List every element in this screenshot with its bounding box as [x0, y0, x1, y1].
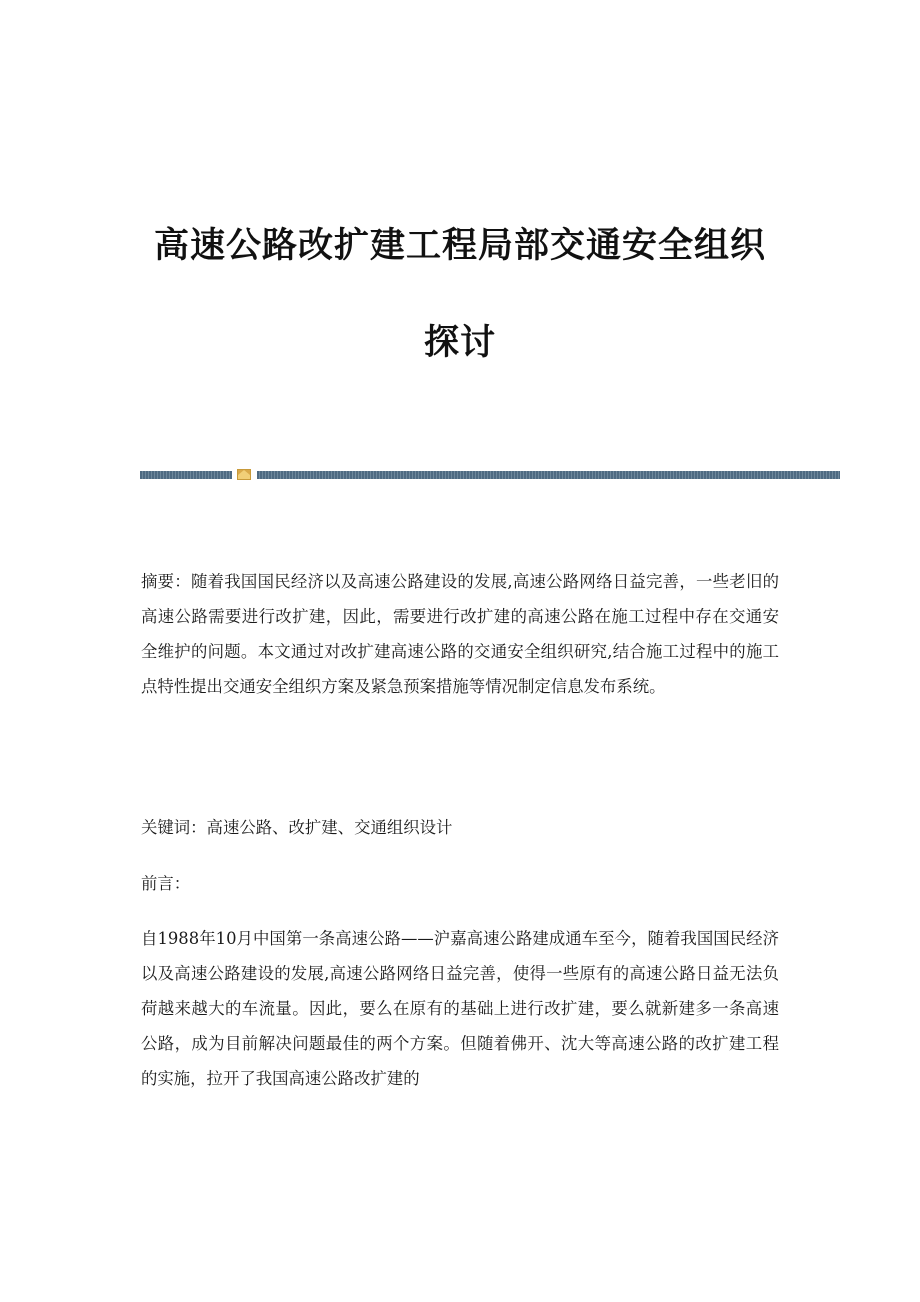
preface-heading: 前言：	[141, 874, 191, 893]
abstract-paragraph: 摘要：随着我国国民经济以及高速公路建设的发展,高速公路网络日益完善，一些老旧的高速公路需要进行改扩建，因此，需要进行改扩建的高速公路在施工过程中存在交通安全维护的问题。本文通过对改扩建高速公路的交通安全组织研究,结合施工过程中的施工点特性提出交通安全组织方案及紧急预案措施等情况制定信息发布系统。	[141, 572, 779, 696]
keywords-line: 关键词：高速公路、改扩建、交通组织设计	[141, 818, 453, 837]
divider-bar-right	[257, 471, 840, 479]
document-title-line-1: 高速公路改扩建工程局部交通安全组织	[153, 226, 766, 266]
title-divider	[140, 471, 840, 479]
divider-bar-left	[140, 471, 232, 479]
document-title-line-2: 探讨	[423, 323, 496, 363]
body-paragraph: 自1988年10月中国第一条高速公路——沪嘉高速公路建成通车至今，随着我国国民经济以及高速公路建设的发展,高速公路网络日益完善，使得一些原有的高速公路日益无法负荷越来越大的车流量。因此，要么在原有的基础上进行改扩建，要么就新建多一条高速公路，成为目前解决问题最佳的两个方案。但随着佛开、沈大等高速公路的改扩建工程的实施，拉开了我国高速公路改扩建的	[141, 929, 779, 1088]
envelope-icon	[237, 469, 251, 480]
